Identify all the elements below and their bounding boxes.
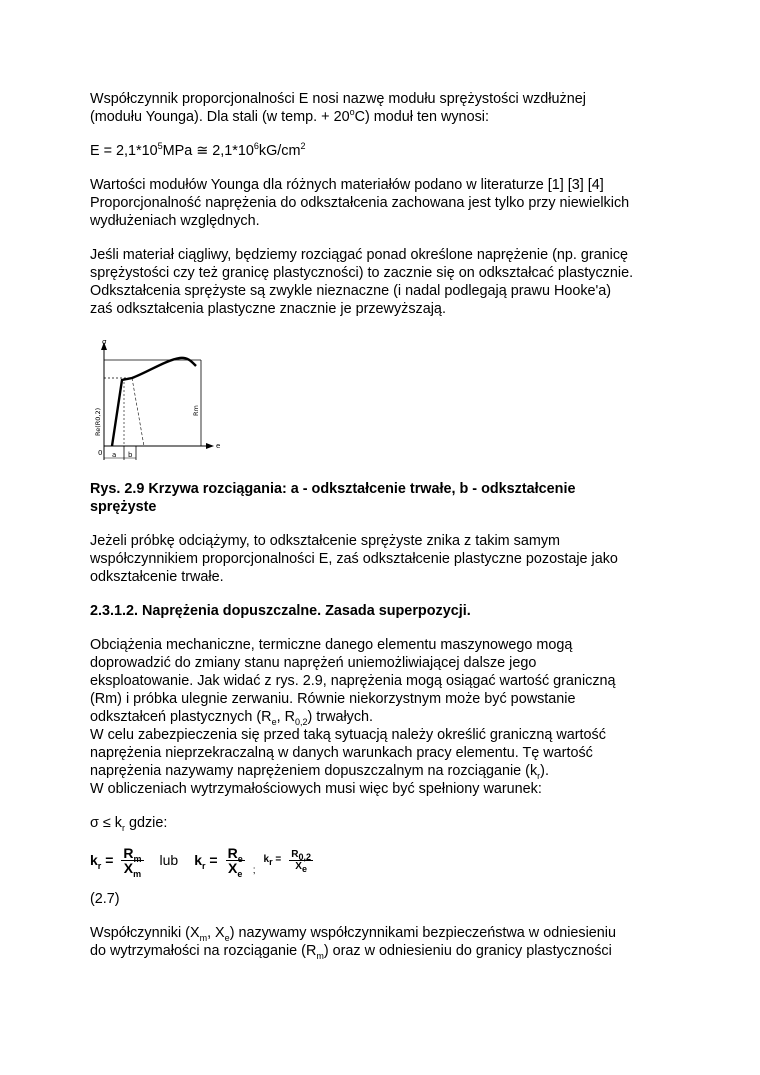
epsilon-label: e xyxy=(216,442,221,450)
formula1-c: kG/cm xyxy=(258,143,301,159)
para5-line: eksploatowanie. Jak widać z rys. 2.9, naprężenia mogą osiągać wartość graniczną xyxy=(90,673,616,689)
para4 xyxy=(90,532,690,586)
para5-line: W obliczeniach wytrzymałościowych musi więc być spełniony warunek: xyxy=(90,781,542,797)
para4-line: współczynnikiem proporcjonalności E, zaś odkształcenie plastyczne pozostaje jako xyxy=(90,551,618,567)
frac-num: R xyxy=(227,844,238,861)
para6 xyxy=(90,924,690,960)
k-symbol: k xyxy=(90,852,98,868)
para5 xyxy=(90,636,690,798)
para3 xyxy=(90,246,690,318)
rm-over-xm xyxy=(121,844,143,879)
para5-line: (Rm) i próbka ulegnie zerwaniu. Równie niekorzystnym może być powstanie xyxy=(90,691,576,707)
para4-line: Jeżeli próbkę odciążymy, to odkształcenie sprężyste znika z takim samym xyxy=(90,533,560,549)
section-heading: 2.3.1.2. Naprężenia dopuszczalne. Zasada superpozycji. xyxy=(90,603,471,619)
degree-sup: o xyxy=(349,107,355,118)
para5-line: ). xyxy=(540,763,549,779)
para5-line: , R xyxy=(276,709,295,725)
b-label: b xyxy=(128,451,133,459)
para3-line: Odkształcenia sprężyste są zwykle nieznaczne (i nadal podlegają prawu Hooke'a) xyxy=(90,283,612,299)
para6-text: Współczynniki (X xyxy=(90,925,200,941)
sub: e xyxy=(224,932,230,943)
frac-num: R xyxy=(123,844,134,861)
para6-text: do wytrzymałości na rozciąganie (R xyxy=(90,943,317,959)
re-label: Re(R0,2) xyxy=(94,407,102,436)
para1-line2b: C) moduł ten wynosi: xyxy=(354,109,489,125)
k-sub: r xyxy=(269,857,273,867)
condition-b: gdzie: xyxy=(124,815,168,831)
figure-caption xyxy=(90,480,690,516)
k-sub: r xyxy=(97,860,102,871)
k-symbol: k xyxy=(194,852,203,868)
re-over-xe xyxy=(226,844,245,879)
equals: = xyxy=(105,852,114,868)
para2-line: Proporcjonalność naprężenia do odkształcenia zachowana jest tylko przy niewielkich xyxy=(90,195,630,211)
equals: = xyxy=(275,854,282,865)
condition-line xyxy=(90,814,690,832)
para1-line2a: (modułu Younga). Dla stali (w temp. + 20 xyxy=(90,109,350,125)
rm-label: Rm xyxy=(192,405,200,416)
caption-line: sprężyste xyxy=(90,499,157,515)
stress-strain-figure xyxy=(88,338,268,468)
formula1-b-sup: 6 xyxy=(253,141,259,152)
para5-line: naprężenia nazywamy naprężeniem dopuszczalnym na rozciąganie (k xyxy=(90,763,538,779)
para6-text: ) oraz w odniesieniu do granicy plastyczności xyxy=(323,943,612,959)
a-label: a xyxy=(112,451,117,459)
frac-num: R xyxy=(291,848,299,860)
elastic-line xyxy=(132,378,144,446)
r02-over-xe xyxy=(289,849,313,872)
para2 xyxy=(90,176,690,230)
para3-line: Jeśli materiał ciągliwy, będziemy rozciągać ponad określone naprężenie (np. granicę xyxy=(90,247,629,263)
sigma-label: σ xyxy=(102,338,107,346)
para6-text: , X xyxy=(207,925,225,941)
k-symbol: k xyxy=(263,854,270,865)
para1 xyxy=(90,90,690,126)
frac-sub: 0,2 xyxy=(298,851,311,862)
formula1-b: MPa ≅ 2,1*10 xyxy=(162,143,254,159)
para1-line1: Współczynnik proporcjonalności E nosi nazwę modułu sprężystości wzdłużnej xyxy=(90,91,586,107)
condition-a: σ ≤ k xyxy=(90,815,122,831)
para6-text: ) nazywamy współczynnikami bezpieczeństwa w odniesieniu xyxy=(229,925,617,941)
allowable-stress-formula xyxy=(90,840,690,880)
para5-line: odkształceń plastycznych (R xyxy=(90,709,272,725)
para2-line: Wartości modułów Younga dla różnych materiałów podano w literaturze [1] [3] [4] xyxy=(90,177,604,193)
lub-word: lub xyxy=(159,852,179,868)
para5-line: doprowadzić do zmiany stanu naprężeń uniemożliwiającej dalsze jego xyxy=(90,655,537,671)
frac-sub: e xyxy=(237,868,243,879)
sub: e xyxy=(271,716,277,727)
sub: r xyxy=(537,770,541,781)
para5-line: W celu zabezpieczenia się przed taką sytuacją należy określić graniczną wartość xyxy=(90,727,606,743)
formula1-a-sup: 5 xyxy=(157,141,163,152)
formula1-c-sup: 2 xyxy=(300,141,306,152)
para5-line: naprężenia nieprzekraczalną w danych warunkach pracy elementu. Tę wartość xyxy=(90,745,593,761)
semicolon: ; xyxy=(252,865,256,876)
frac-sub: m xyxy=(133,853,142,864)
equation-number: (2.7) xyxy=(90,891,120,907)
frac-sub: m xyxy=(133,868,142,879)
para3-line: zaś odkształcenia plastyczne znacznie je przewyższają. xyxy=(90,301,446,317)
young-modulus-formula xyxy=(90,142,690,160)
frac-den: X xyxy=(295,860,302,872)
origin-label: 0 xyxy=(98,449,103,457)
para5-line: ) trwałych. xyxy=(307,709,374,725)
frac-sub: e xyxy=(301,863,307,874)
frac-sub: e xyxy=(237,853,243,864)
para5-line: Obciążenia mechaniczne, termiczne danego elementu maszynowego mogą xyxy=(90,637,573,653)
k-sub: r xyxy=(202,860,206,871)
para4-line: odkształcenie trwałe. xyxy=(90,569,224,585)
document-page xyxy=(90,90,690,960)
stress-strain-curve xyxy=(112,358,196,446)
equals: = xyxy=(209,852,218,868)
para3-line: sprężystości czy też granicę plastyczności) to zacznie się on odkształcać plastycznie. xyxy=(90,265,634,281)
x-axis-arrow xyxy=(206,443,214,449)
sub: 0,2 xyxy=(294,716,308,727)
formula1-a: E = 2,1*10 xyxy=(90,143,158,159)
para2-line: wydłużeniach względnych. xyxy=(90,213,260,229)
frac-den: X xyxy=(228,859,238,876)
condition-sub: r xyxy=(121,822,125,833)
sub: m xyxy=(199,932,208,943)
sub: m xyxy=(316,950,324,961)
frac-den: X xyxy=(123,859,134,876)
caption-line: Rys. 2.9 Krzywa rozciągania: a - odkształcenie trwałe, b - odkształcenie xyxy=(90,481,576,497)
